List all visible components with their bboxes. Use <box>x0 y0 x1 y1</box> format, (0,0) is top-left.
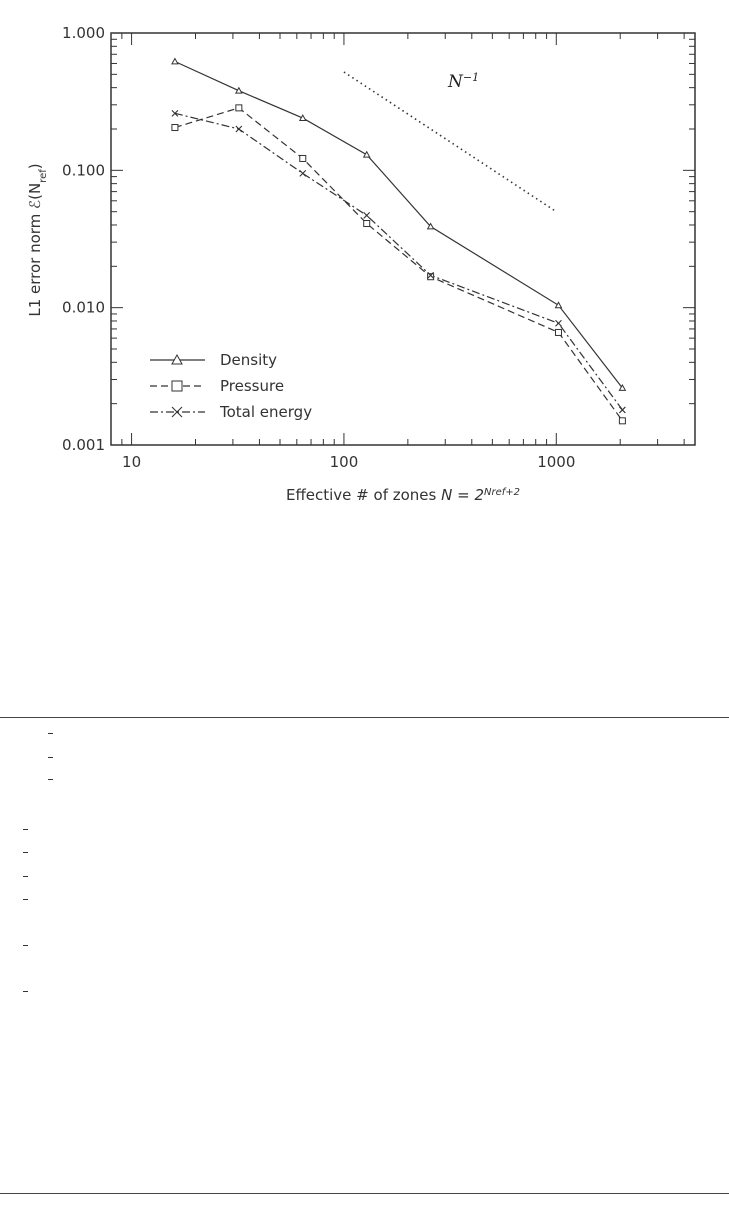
x-tick-label: 100 <box>329 453 359 471</box>
y-axis-label-close: ) <box>26 163 44 170</box>
stub-mark <box>23 852 28 853</box>
x-axis-label-sup: Nref+2 <box>484 486 521 498</box>
data-point <box>300 170 306 176</box>
x-tick-label: 1000 <box>537 453 576 471</box>
data-point <box>236 126 242 132</box>
y-axis-label-main: L1 error norm ℰ(N <box>26 182 44 317</box>
horizontal-rule-bottom <box>0 1193 729 1194</box>
y-tick-label: 0.100 <box>62 161 105 180</box>
data-point <box>364 212 370 218</box>
reference-line-label <box>447 71 479 93</box>
data-point <box>364 221 370 227</box>
stub-mark <box>23 899 28 900</box>
legend-label: Total energy <box>220 403 313 421</box>
stub-mark <box>23 876 28 877</box>
data-point <box>364 152 370 157</box>
x-axis-label-var: N = 2 <box>441 486 485 504</box>
data-point <box>619 418 625 424</box>
y-tick-label: 0.001 <box>62 436 105 454</box>
x-tick-label: 10 <box>122 453 142 471</box>
data-point <box>555 320 561 326</box>
series-line-pressure <box>175 108 623 421</box>
stub-mark <box>48 779 53 780</box>
plot-frame <box>111 33 695 445</box>
reference-line <box>344 72 556 212</box>
stub-mark <box>48 733 53 734</box>
y-tick-label: 0.010 <box>62 298 105 317</box>
legend-label: Pressure <box>220 377 285 395</box>
stub-mark <box>23 991 28 992</box>
legend-label: Density <box>220 351 278 369</box>
data-point <box>300 155 306 161</box>
reference-label-main: N <box>448 72 463 92</box>
data-point <box>555 302 561 307</box>
stub-mark <box>48 757 53 758</box>
legend <box>150 351 312 421</box>
reference-label-sup: −1 <box>462 70 480 84</box>
x-axis-label <box>286 486 520 504</box>
error-norm-chart <box>0 0 729 520</box>
data-point <box>236 105 242 111</box>
data-point <box>555 329 561 335</box>
data-point <box>172 59 178 64</box>
horizontal-rule-top <box>0 717 729 718</box>
legend-marker <box>172 381 182 391</box>
y-axis-label <box>26 163 49 316</box>
data-point <box>619 407 625 413</box>
y-tick-label: 1.000 <box>62 24 105 42</box>
stub-mark <box>23 945 28 946</box>
stub-mark <box>23 829 28 830</box>
data-point <box>172 125 178 131</box>
y-axis-label-sub: ref <box>37 169 49 183</box>
x-axis-label-main: Effective # of zones <box>285 486 437 504</box>
